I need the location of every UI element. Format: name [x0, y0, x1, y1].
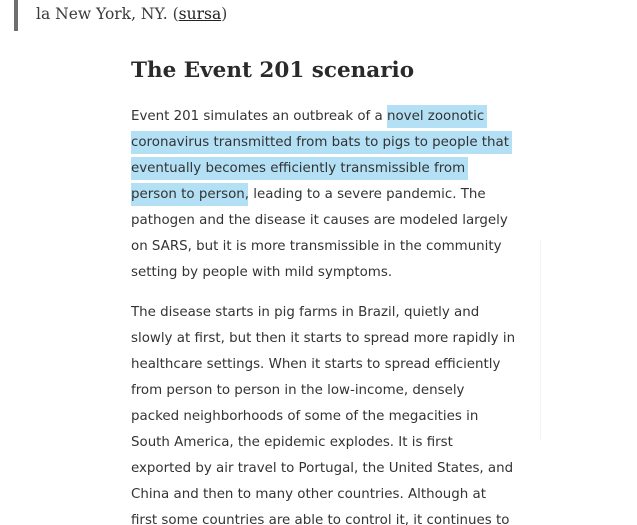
text-span: , leading to a severe pandemic. The [244, 187, 486, 202]
highlighted-text[interactable]: person to person [131, 183, 248, 206]
text-line: The disease starts in pig farms in Brazil, quietly and [131, 305, 480, 320]
text-line [131, 130, 521, 156]
text-line [131, 156, 521, 182]
text-line [131, 104, 521, 130]
source-link[interactable]: sursa [178, 5, 222, 23]
text-line [131, 182, 521, 208]
blockquote-bar [14, 0, 18, 31]
text-line: setting by people with mild symptoms. [131, 265, 393, 280]
highlighted-text[interactable]: eventually becomes efficiently transmissible from [131, 157, 468, 180]
paragraph-2 [131, 300, 521, 525]
text-line: first some countries are able to control it, it continues to [131, 513, 510, 525]
quote-source-line [36, 5, 227, 23]
text-line: slowly at first, but then it starts to spread more rapidly in [131, 331, 516, 346]
text-line: pathogen and the disease it causes are modeled largely [131, 213, 508, 228]
text-span: Event 201 simulates an outbreak of a [131, 109, 387, 124]
highlighted-text[interactable]: coronavirus transmitted from bats to pigs to people that [131, 131, 512, 154]
highlighted-text[interactable]: novel zoonotic [387, 105, 487, 128]
text-line: exported by air travel to Portugal, the United States, and [131, 461, 514, 476]
section-heading: The Event 201 scenario [131, 58, 415, 83]
text-line: on SARS, but it is more transmissible in the community [131, 239, 502, 254]
text-line: healthcare settings. When it starts to spread efficiently [131, 357, 501, 372]
paragraph-1 [131, 104, 521, 286]
text-line: packed neighborhoods of some of the megacities in [131, 409, 479, 424]
quote-close: ) [221, 5, 228, 23]
divider [540, 240, 541, 440]
text-line: from person to person in the low-income, densely [131, 383, 465, 398]
article-section [131, 52, 521, 525]
text-line: China and then to many other countries. Although at [131, 487, 486, 502]
quote-text: la New York, NY. ( [36, 5, 179, 23]
text-line: South America, the epidemic explodes. It is first [131, 435, 453, 450]
